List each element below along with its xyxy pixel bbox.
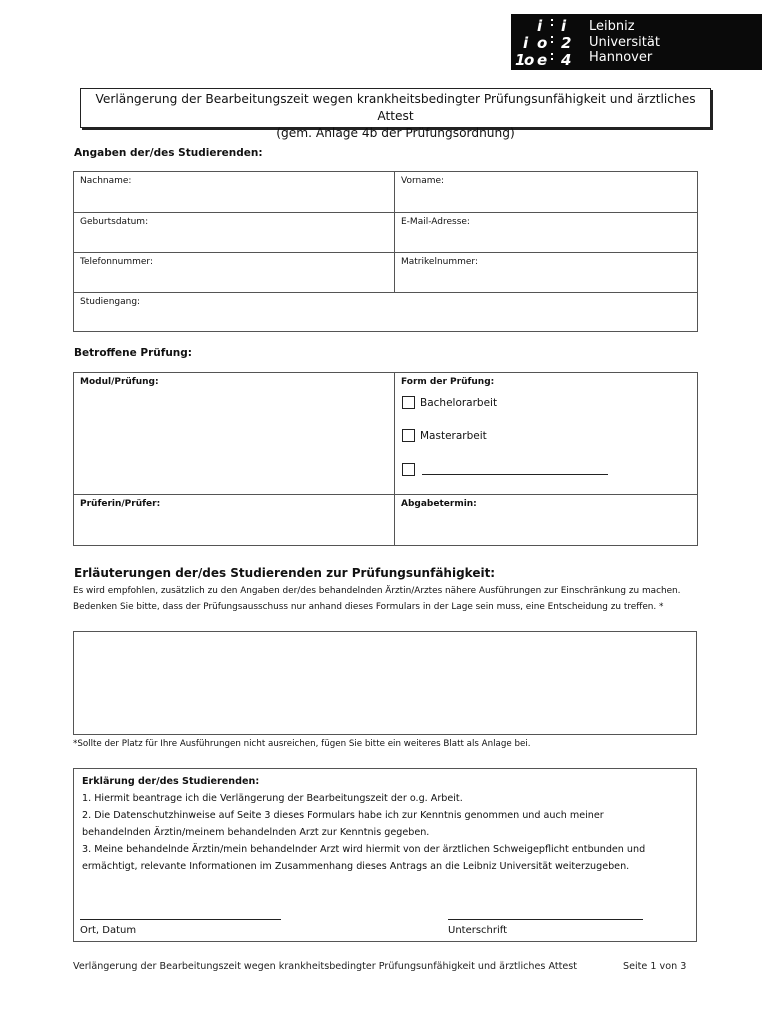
logo-line-1: Leibniz [589, 19, 635, 34]
svg-text:i: i [537, 17, 543, 35]
logo-wordmark [583, 14, 660, 70]
phone-field[interactable] [74, 252, 395, 292]
explanation-hint-line-1: Es wird empfohlen, zusätzlich zu den Angaben der/des behandelnden Ärztin/Arztes nähere Ausführungen zur Einschränkung zu machen. [73, 586, 681, 596]
declaration-box [73, 768, 697, 942]
email-field[interactable] [395, 212, 697, 252]
matriculation-field[interactable] [395, 252, 697, 292]
logo-line-2: Universität [589, 34, 660, 50]
explanation-hint [73, 583, 681, 615]
first-name-field[interactable] [395, 172, 697, 212]
exam-section-heading: Betroffene Prüfung: [74, 347, 192, 359]
examiner-label: Prüferin/Prüfer: [80, 499, 161, 509]
page-number: Seite 1 von 3 [623, 961, 687, 972]
signature-line[interactable] [448, 919, 643, 920]
declaration-item-2b: behandelnden Ärztin/meinem behandelnden Arzt zur Kenntnis gegeben. [82, 827, 430, 838]
university-logo [511, 14, 762, 70]
declaration-item-2a: 2. Die Datenschutzhinweise auf Seite 3 dieses Formulars habe ich zur Kenntnis genommen und auch meiner [82, 810, 604, 821]
svg-text:4: 4 [561, 51, 572, 69]
luh-logo-mark-icon [511, 14, 583, 70]
svg-text:e: e [537, 51, 548, 69]
student-section-heading: Angaben der/des Studierenden: [74, 147, 263, 159]
explanation-heading: Erläuterungen der/des Studierenden zur Prüfungsunfähigkeit: [74, 566, 496, 580]
other-blank-line[interactable] [422, 465, 608, 475]
declaration-item-1: 1. Hiermit beantrage ich die Verlängerung der Bearbeitungszeit der o.g. Arbeit. [82, 793, 463, 804]
declaration-title: Erklärung der/des Studierenden: [82, 776, 260, 787]
other-checkbox[interactable] [402, 463, 415, 476]
option-other[interactable] [402, 463, 608, 476]
form-title: Verlängerung der Bearbeitungszeit wegen krankheitsbedingter Prüfungsunfähigkeit und ärztliches Attest [95, 92, 696, 123]
footer-text: Verlängerung der Bearbeitungszeit wegen krankheitsbedingter Prüfungsunfähigkeit und ärztliches Attest [73, 961, 578, 972]
phone-label: Telefonnummer: [80, 257, 153, 267]
exam-form-label: Form der Prüfung: [401, 377, 495, 387]
form-title-box [80, 88, 711, 140]
option-bachelor[interactable] [402, 396, 497, 409]
svg-text:o: o [524, 51, 535, 69]
svg-text:2: 2 [561, 34, 572, 52]
module-label: Modul/Prüfung: [80, 377, 159, 387]
svg-text:i: i [561, 17, 567, 35]
svg-text:o: o [537, 34, 548, 52]
first-name-label: Vorname: [401, 176, 445, 186]
master-checkbox[interactable] [402, 429, 415, 442]
signature-label: Unterschrift [448, 925, 508, 936]
place-date-label: Ort, Datum [80, 925, 137, 936]
svg-text:1: 1 [515, 51, 526, 69]
matriculation-label: Matrikelnummer: [401, 257, 478, 267]
logo-line-3: Hannover [589, 50, 653, 65]
birth-date-field[interactable] [74, 212, 395, 252]
declaration-item-3b: ermächtigt, relevante Informationen im Zusammenhang dieses Antrags an die Leibniz Universität weiterzugeben. [82, 861, 630, 872]
explanation-textarea[interactable] [73, 631, 697, 735]
last-name-label: Nachname: [80, 176, 132, 186]
bachelor-label: Bachelorarbeit [420, 396, 498, 409]
last-name-field[interactable] [74, 172, 395, 212]
student-info-table [73, 171, 698, 332]
place-date-line[interactable] [80, 919, 281, 920]
form-subtitle: (gem. Anlage 4b der Prüfungsordnung) [276, 126, 515, 140]
option-master[interactable] [402, 429, 487, 442]
bachelor-checkbox[interactable] [402, 396, 415, 409]
deadline-field[interactable] [395, 494, 697, 545]
svg-text:i: i [523, 34, 529, 52]
explanation-hint-line-2: Bedenken Sie bitte, dass der Prüfungsausschuss nur anhand dieses Formulars in der Lage sein muss, eine Entscheidung zu treffen. * [73, 602, 664, 612]
birth-date-label: Geburtsdatum: [80, 217, 149, 227]
program-field[interactable] [74, 292, 697, 331]
exam-info-table [73, 372, 698, 546]
explanation-footnote: *Sollte der Platz für Ihre Ausführungen nicht ausreichen, fügen Sie bitte ein weiteres Blatt als Anlage bei. [73, 739, 531, 749]
module-field[interactable] [74, 373, 395, 494]
master-label: Masterarbeit [420, 429, 487, 442]
email-label: E-Mail-Adresse: [401, 217, 470, 227]
examiner-field[interactable] [74, 494, 395, 545]
program-label: Studiengang: [80, 297, 141, 307]
deadline-label: Abgabetermin: [401, 499, 477, 509]
declaration-item-3a: 3. Meine behandelnde Ärztin/mein behandelnder Arzt wird hiermit von der ärztlichen Schweigepflicht entbunden und [82, 844, 646, 855]
